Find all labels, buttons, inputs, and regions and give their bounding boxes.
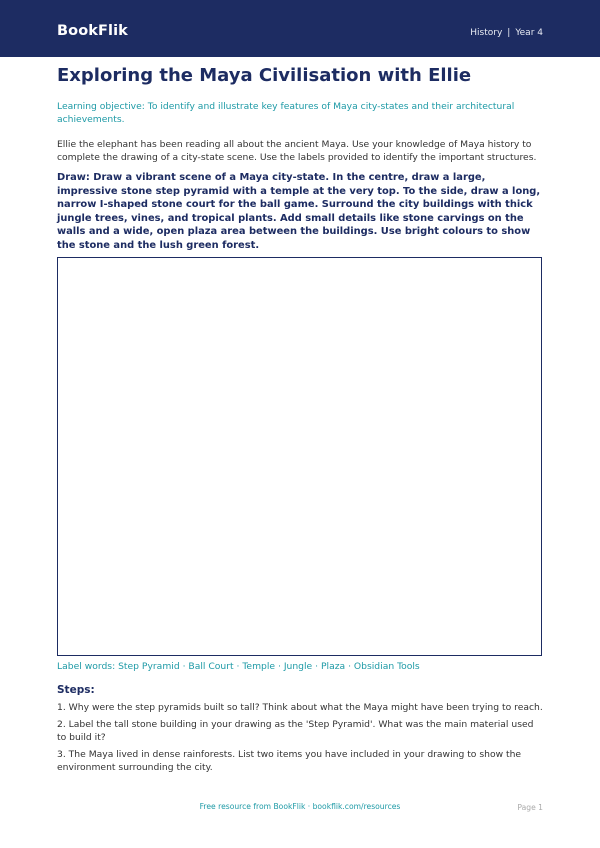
drawing-area[interactable] [57,257,542,656]
intro-paragraph: Ellie the elephant has been reading all about the ancient Maya. Use your knowledge of Maya history to complete the drawing of a city-state scene. Use the labels provided to identify the important structures. [57,139,537,163]
page-number: Page 1 [517,803,543,812]
learning-objective: Learning objective: To identify and illustrate key features of Maya city-states and their architectural achievements. [57,101,515,125]
year-label: Year 4 [515,28,543,38]
steps-heading: Steps: [57,684,95,696]
meta-separator: | [507,28,511,38]
page-title: Exploring the Maya Civilisation with Ellie [57,65,472,86]
page-header [0,0,600,57]
header-meta [470,28,543,38]
step-item: 2. Label the tall stone building in your drawing as the 'Step Pyramid'. What was the main material used to build it? [57,719,534,743]
brand-logo[interactable]: BookFlik [57,23,128,39]
draw-instruction: Draw: Draw a vibrant scene of a Maya city-state. In the centre, draw a large, impressive stone step pyramid with a temple at the very top. To the side, draw a long, narrow I-shaped stone court for the ball game. Surround the city buildings with thick jungle trees, vines, and tropical plants. Add small details like stone carvings on the walls and a wide, open plaza area between the buildings. Use bright colours to show the stone and the lush green forest. [57,172,541,251]
step-item: 3. The Maya lived in dense rainforests. List two items you have included in your drawing to show the environment surrounding the city. [57,749,522,773]
subject-label: History [470,28,503,38]
label-words: Label words: Step Pyramid · Ball Court · Temple · Jungle · Plaza · Obsidian Tools [57,661,420,672]
footer-credit[interactable]: Free resource from BookFlik · bookflik.com/resources [199,802,401,811]
step-item: 1. Why were the step pyramids built so tall? Think about what the Maya might have been trying to reach. [57,702,543,713]
steps-list [57,701,545,778]
